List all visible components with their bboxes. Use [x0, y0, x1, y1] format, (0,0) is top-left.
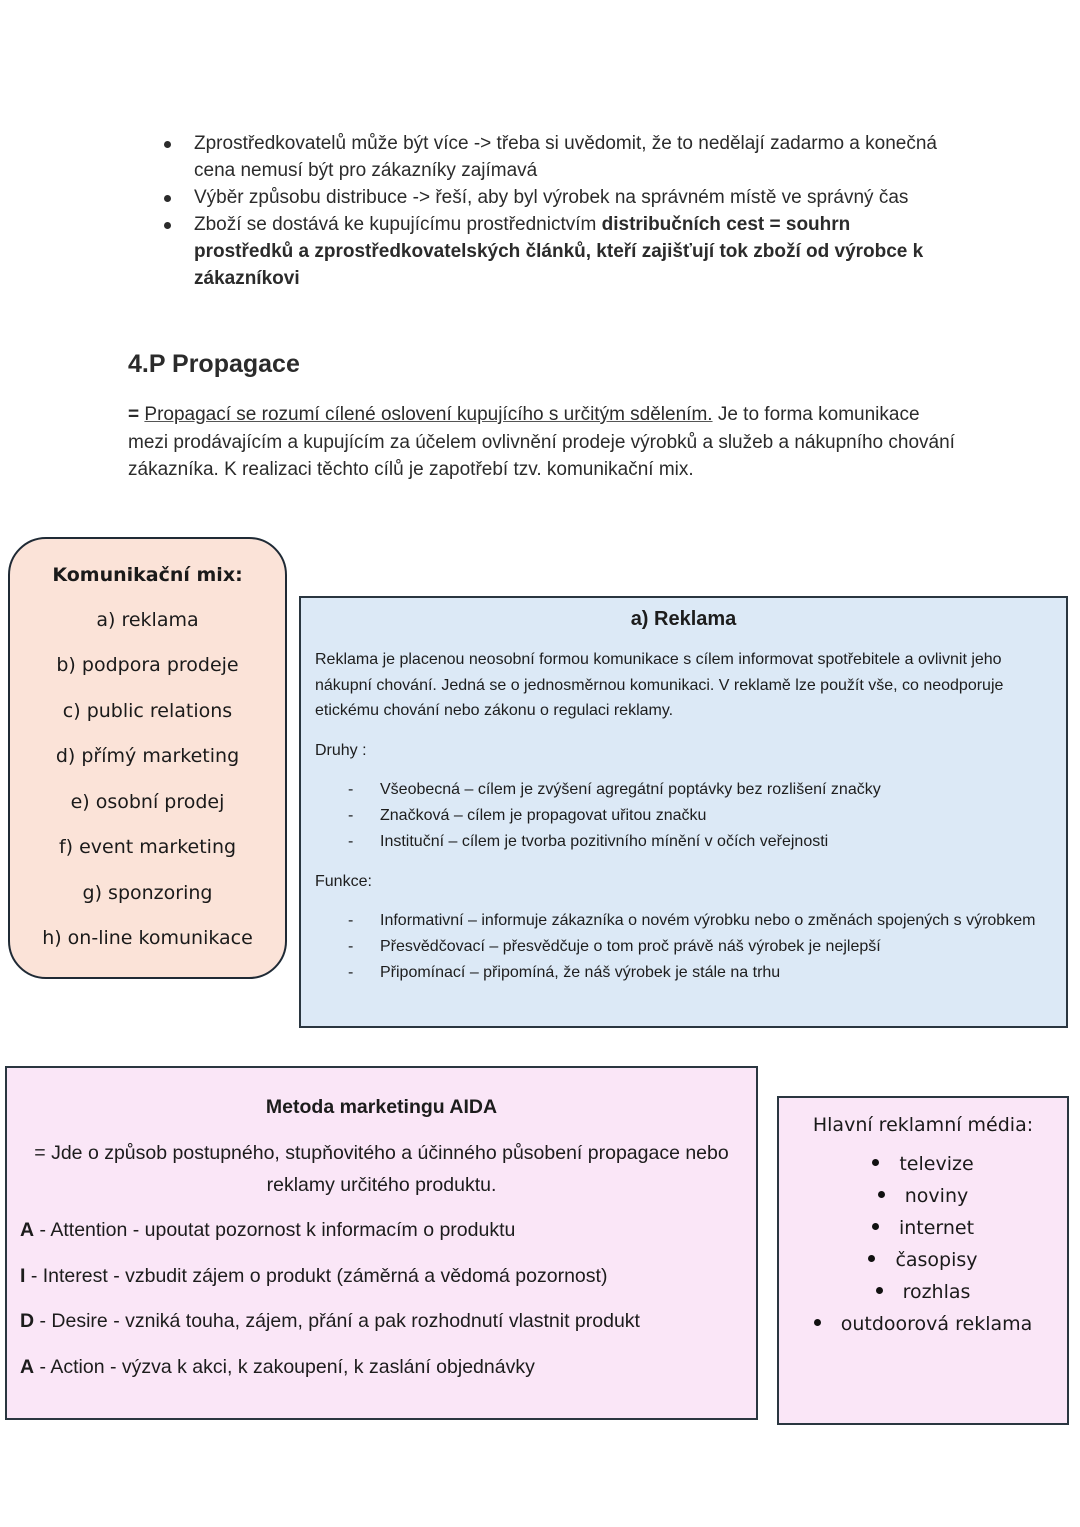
propagace-definition: = Propagací se rozumí cílené oslovení kupujícího s určitým sdělením. Je to forma komunikace mezi prodávajícím a kupujícím za účelem ovlivnění prodeje výrobků a služeb a nákupního chování zákazníka. K realizaci těchto cílů je zapotřebí tzv. komunikační mix. — [128, 404, 955, 480]
druhy-item: - Instituční – cílem je tvorba pozitivního mínění v očích veřejnosti — [315, 829, 1052, 855]
aida-box — [5, 1066, 758, 1420]
media-list — [779, 1148, 1067, 1340]
reklama-title: a) Reklama — [630, 608, 737, 630]
mix-item: e) osobní prodej — [70, 790, 225, 813]
funkce-item: - Přesvědčovací – přesvědčuje o tom proč právě náš výrobek je nejlepší — [315, 934, 1052, 960]
bullet-dot-icon — [872, 1223, 879, 1230]
funkce-label: Funkce: — [315, 872, 372, 890]
bullet-item: Výběr způsobu distribuce -> řeší, aby byl výrobek na správném místě ve správný čas — [160, 184, 950, 211]
section-heading-propagace: 4.P Propagace — [128, 350, 300, 378]
aida-title: Metoda marketingu AIDA — [265, 1096, 498, 1118]
mix-item: a) reklama — [96, 608, 199, 631]
mix-item: f) event marketing — [58, 836, 237, 858]
dash-icon: - — [348, 806, 354, 824]
dash-icon: - — [348, 937, 354, 955]
druhy-list — [315, 777, 1052, 855]
bullet-dot-icon — [878, 1191, 885, 1198]
mix-item: d) přímý marketing — [55, 745, 240, 767]
distribution-bullet-list — [160, 130, 950, 292]
funkce-item: - Připomínací – připomíná, že náš výrobek je stále na trhu — [315, 960, 1052, 986]
druhy-label: Druhy : — [315, 741, 367, 759]
aida-row: A - Action - výzva k akci, k zakoupení, k zaslání objednávky — [20, 1355, 535, 1378]
aida-intro: = Jde o způsob postupného, stupňovitého a účinného působení propagace nebo reklamy určitého produktu. — [34, 1142, 729, 1196]
bullet-dot-icon — [876, 1287, 883, 1294]
mix-item: g) sponzoring — [82, 881, 213, 904]
mix-item: c) public relations — [62, 699, 233, 722]
druhy-item: - Značková – cílem je propagovat uřitou značku — [315, 803, 1052, 829]
dash-icon: - — [348, 963, 354, 981]
funkce-list — [315, 908, 1052, 986]
bullet-dot-icon — [164, 222, 171, 229]
bullet-dot-icon — [872, 1159, 879, 1166]
mix-item: b) podpora prodeje — [56, 654, 239, 676]
bullet-dot-icon — [868, 1255, 875, 1262]
funkce-item: - Informativní – informuje zákazníka o novém výrobku nebo o změnách spojených s výrobkem — [315, 908, 1052, 934]
reklama-paragraph: Reklama je placenou neosobní formou komunikace s cílem informovat spotřebitele a ovlivnit jeho nákupní chování. Jedná se o jednosměrnou komunikaci. V reklamě lze použít vše, co neodporuje etickému chování nebo zákonu o regulaci reklamy. — [315, 651, 1004, 719]
aida-row: I - Interest - vzbudit zájem o produkt (záměrná a vědomá pozornost) — [20, 1264, 608, 1287]
aida-row: A - Attention - upoutat pozornost k informacím o produktu — [20, 1219, 516, 1241]
komunikacni-mix-box — [8, 537, 287, 979]
bullet-dot-icon — [164, 141, 171, 148]
mix-title: Komunikační mix: — [52, 564, 243, 586]
reklama-box — [299, 596, 1068, 1028]
dash-icon: - — [348, 780, 354, 798]
media-item: internet — [779, 1212, 1067, 1244]
media-item: časopisy — [779, 1244, 1067, 1276]
media-box — [777, 1096, 1069, 1425]
media-item: noviny — [779, 1180, 1067, 1212]
aida-row: D - Desire - vzniká touha, zájem, přání a pak rozhodnutí vlastnit produkt — [20, 1310, 640, 1332]
media-item: televize — [779, 1148, 1067, 1180]
definition-underlined: Propagací se rozumí cílené oslovení kupujícího s určitým sdělením. — [144, 404, 713, 425]
media-title: Hlavní reklamní média: — [812, 1114, 1034, 1136]
druhy-item: - Všeobecná – cílem je zvýšení agregátní poptávky bez rozlišení značky — [315, 777, 1052, 803]
bullet-dot-icon — [164, 195, 171, 202]
bullet-item: Zboží se dostává ke kupujícímu prostřednictvím distribučních cest = souhrn prostředků a zprostředkovatelských článků, kteří zajišťují tok zboží od výrobce k zákazníkovi — [160, 211, 950, 292]
dash-icon: - — [348, 911, 354, 929]
dash-icon: - — [348, 832, 354, 850]
mix-item: h) on-line komunikace — [42, 927, 253, 949]
media-item: outdoorová reklama — [779, 1308, 1067, 1340]
media-item: rozhlas — [779, 1276, 1067, 1308]
bullet-item: Zprostředkovatelů může být více -> třeba si uvědomit, že to nedělají zadarmo a konečná cena nemusí být pro zákazníky zajímavá — [160, 130, 950, 184]
bullet-dot-icon — [814, 1319, 821, 1326]
